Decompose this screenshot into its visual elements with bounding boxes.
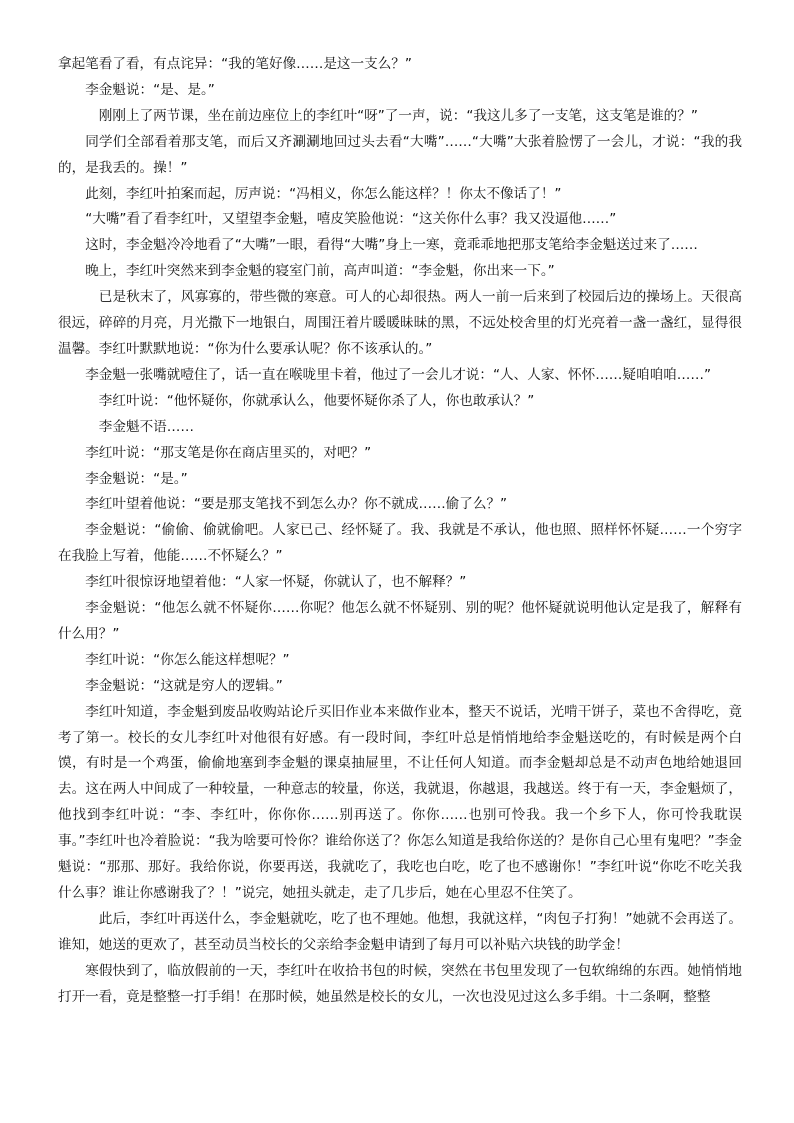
- paragraph: 李金魁说：“这就是穷人的逻辑。”: [85, 677, 283, 694]
- paragraph: 李红叶说：“那支笔是你在商店里买的，对吧？”: [85, 444, 372, 461]
- paragraph: 同学们全部看着那支笔，而后又齐涮涮地回过头去看“大嘴”……“大嘴”大张着脸愣了一会儿，才说：“我的我的，是我丢的。操！”: [58, 133, 742, 176]
- paragraph: 此刻，李红叶拍案而起，厉声说：“冯相义，你怎么能这样？！你太不像话了！”: [85, 185, 562, 202]
- paragraph: 这时，李金魁冷冷地看了“大嘴”一眼，看得“大嘴”身上一寒，竟乖乖地把那支笔给李金魁送过来了……: [85, 237, 698, 254]
- paragraph: 李金魁不语……: [98, 418, 194, 435]
- paragraph: 李金魁一张嘴就噎住了，话一直在喉咙里卡着，他过了一会儿才说：“人、人家、怀怀……疑咱咱咱……”: [85, 366, 711, 383]
- paragraph: 李金魁说：“是、是。”: [85, 81, 215, 98]
- paragraph: 拿起笔看了看，有点诧异：“我的笔好像……是这一支么？”: [58, 56, 412, 72]
- paragraph: 此后，李红叶再送什么，李金魁就吃，吃了也不理她。他想，我就这样，“肉包子打狗！”她就不会再送了。谁知，她送的更欢了，甚至动员当校长的父亲给李金魁申请到了每月可以补贴六块钱的助学金！: [58, 910, 742, 953]
- paragraph: 晚上，李红叶突然来到李金魁的寝室门前，高声叫道：“李金魁，你出来一下。”: [85, 263, 555, 280]
- paragraph: 已是秋末了，风寡寡的，带些微的寒意。可人的心却很热。两人一前一后来到了校园后边的操场上。天很高很远，碎碎的月亮，月光撒下一地银白，周围汪着片暖暖昧昧的黑，不远处校舍里的灯光亮着一盏一盏红，显得很温馨。李红叶默默地说：“你为什么要承认呢？你不该承认的。”: [58, 289, 742, 357]
- paragraph: 李红叶说：“你怎么能这样想呢？”: [85, 651, 290, 668]
- paragraph: 李金魁说：“是。”: [85, 470, 188, 487]
- document-body: [58, 52, 742, 1011]
- paragraph: 李金魁说：“偷偷、偷就偷吧。人家已己、经怀疑了。我、我就是不承认，他也照、照样怀怀疑……一个穷字在我脸上写着，他能……不怀疑么？”: [58, 522, 742, 565]
- paragraph: 李红叶很惊讶地望着他：“人家一怀疑，你就认了，也不解释？”: [85, 574, 467, 591]
- paragraph: 刚刚上了两节课，坐在前边座位上的李红叶“呀”了一声，说：“我这儿多了一支笔，这支笔是谁的？”: [98, 107, 698, 124]
- paragraph: 李红叶说：“他怀疑你，你就承认么，他要怀疑你杀了人，你也敢承认？”: [98, 392, 535, 409]
- paragraph: 李红叶知道，李金魁到废品收购站论斤买旧作业本来做作业本，整天不说话，光啃干饼子，菜也不舍得吃，竟考了第一。校长的女儿李红叶对他很有好感。有一段时间，李红叶总是悄悄地给李金魁送吃的，有时候是两个白馍，有时是一个鸡蛋，偷偷地塞到李金魁的课桌抽屉里，不让任何人知道。而李金魁却总是不动声色地给她退回去。这在两人中间成了一种较量，一种意志的较量，你送，我就退，你越退，我越送。终于有一天，李金魁烦了，他找到李红叶说：“李、李红叶，你你你……别再送了。你你……也别可怜我。我一个乡下人，你可怜我耽误事。”李红叶也冷着脸说：“我为啥要可怜你？谁给你送了？你怎么知道是我给你送的？是你自己心里有鬼吧？”李金魁说：“那那、那好。我给你说，你要再送，我就吃了，我吃也白吃，吃了也不感谢你！”李红叶说“你吃不吃关我什么事？谁让你感谢我了？！”说完，她扭头就走，走了几步后，她在心里忍不住笑了。: [58, 703, 742, 901]
- paragraph: 李红叶望着他说：“要是那支笔找不到怎么办？你不就成……偷了么？”: [85, 496, 508, 513]
- paragraph: “大嘴”看了看李红叶，又望望李金魁，嘻皮笑脸他说：“这关你什么事？我又没逼他……”: [85, 211, 617, 228]
- paragraph: 寒假快到了，临放假前的一天，李红叶在收拾书包的时候，突然在书包里发现了一包软绵绵的东西。她悄悄地打开一看，竟是整整一打手绢！在那时候，她虽然是校长的女儿，一次也没见过这么多手绢。十二条啊，整整: [58, 962, 742, 1005]
- paragraph: 李金魁说：“他怎么就不怀疑你……你呢？他怎么就不怀疑别、别的呢？他怀疑就说明他认定是我了，解释有什么用？”: [58, 600, 742, 642]
